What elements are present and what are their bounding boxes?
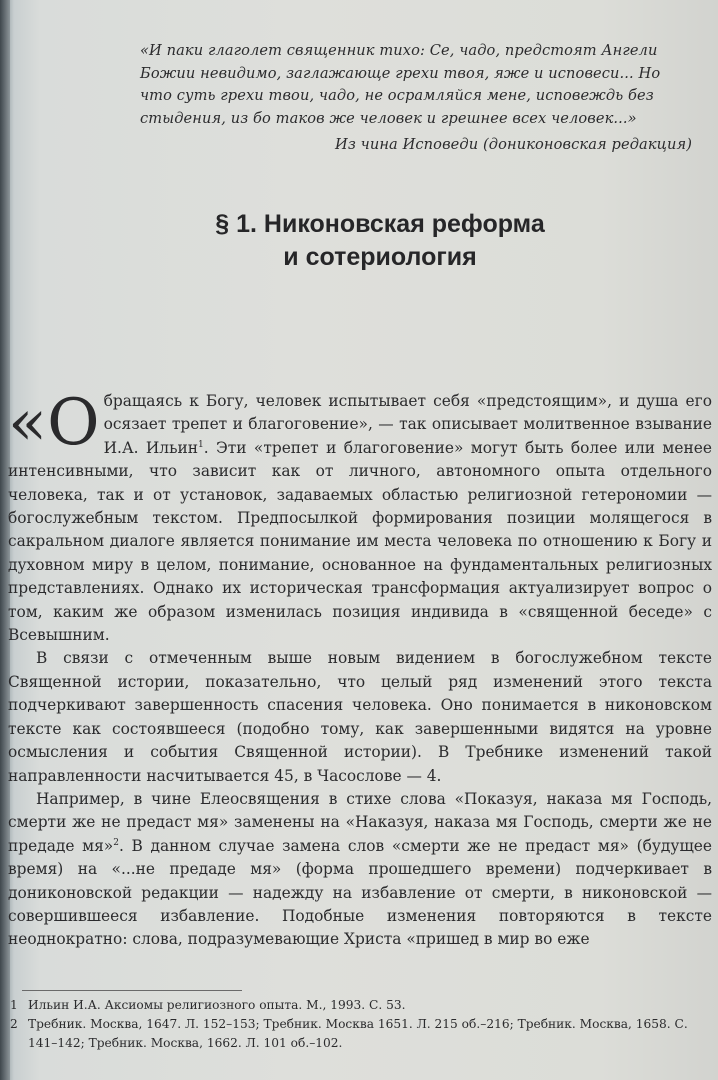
body-text [8, 386, 712, 952]
paragraph-3-rest: . В данном случае замена слов «смерти же не предаст мя» (будущее время) на «...не предаде мя» (форма прошедшего времени) подчеркивает в дониконовской редакции — надежду на избавление от смерти, в никоновской — совершившееся избавление. Подобные изменения повторяются в тексте неоднократно: слова, подразумевающие Христа «пришед в мир во еже [8, 836, 712, 949]
drop-cap: «О [8, 386, 100, 460]
footnote-number: 2 [10, 1017, 18, 1031]
footnote-text: Ильин И.А. Аксиомы религиозного опыта. М., 1993. С. 53. [28, 998, 406, 1012]
footnote-text: Требник. Москва, 1647. Л. 152–153; Требник. Москва 1651. Л. 215 об.–216; Требник. Москва, 1658. С. 141–142; Требник. Москва, 1662. Л. 101 об.–102. [28, 1017, 688, 1050]
epigraph [140, 40, 692, 157]
footnote-ref-2: 2 [113, 837, 119, 848]
section-heading-line2: и сотериология [283, 243, 477, 271]
footnotes [10, 996, 714, 1053]
paragraph-3-text: Например, в чине Елеосвящения в стихе слова «Показуя, наказа мя Господь, смерти же не предаст мя» заменены на «Наказуя, наказа мя Господь, смерти же не предаде мя» [8, 789, 712, 855]
paragraph-1-text: бращаясь к Богу, человек испытывает себя «предстоящим», и душа его осязает трепет и благоговение», — так описывает молитвенное взывание И.А. Ильин [103, 392, 712, 457]
section-heading [140, 208, 620, 274]
epigraph-quote: «И паки глаголет священник тихо: Се, чадо, предстоят Ангели Божии невидимо, заглажающе грехи твоя, яже и исповеси... Но что суть грехи твои, чадо, не осрамляйся мене, исповеждь без стыдения, из бо таков же человек и грешнее всех человек...» [140, 42, 661, 127]
paragraph-2: В связи с отмеченным выше новым видением в богослужебном тексте Священной истории, показательно, что целый ряд изменений этого текста подчеркивают завершенность спасения человека. Оно понимается в никоновском тексте как состоявшееся (подобно тому, как завершенными видятся на уровне осмысления и события Священной истории). В Требнике изменений такой направленности насчитывается 45, в Часослове — 4. [8, 649, 712, 785]
paragraph-1 [8, 386, 712, 647]
section-heading-line1: § 1. Никоновская реформа [215, 210, 545, 238]
footnote-ref-1: 1 [197, 439, 204, 450]
paragraph-1-rest: . Эти «трепет и благоговение» могут быть более или менее интенсивными, что зависит как от личного, автономного опыта отдельного человека, так и от установок, задаваемых областью религиозной гетерономии — богослужебным текстом. Предпосылкой формирования позиции молящегося в сакральном диалоге является понимание им места человека по отношению к Богу и духовном миру в целом, понимание, основанное на фундаментальных религиозных представлениях. Однако их историческая трансформация актуализирует вопрос о том, каким же образом изменилась позиция индивида в «священной беседе» с Всевышним. [8, 438, 712, 645]
footnote-number: 1 [10, 998, 18, 1012]
paragraph-3 [8, 788, 712, 952]
footnote [10, 1015, 714, 1053]
footnote-divider [22, 990, 242, 991]
epigraph-source: Из чина Исповеди (дониконовская редакция) [335, 136, 692, 153]
footnote [10, 996, 714, 1015]
